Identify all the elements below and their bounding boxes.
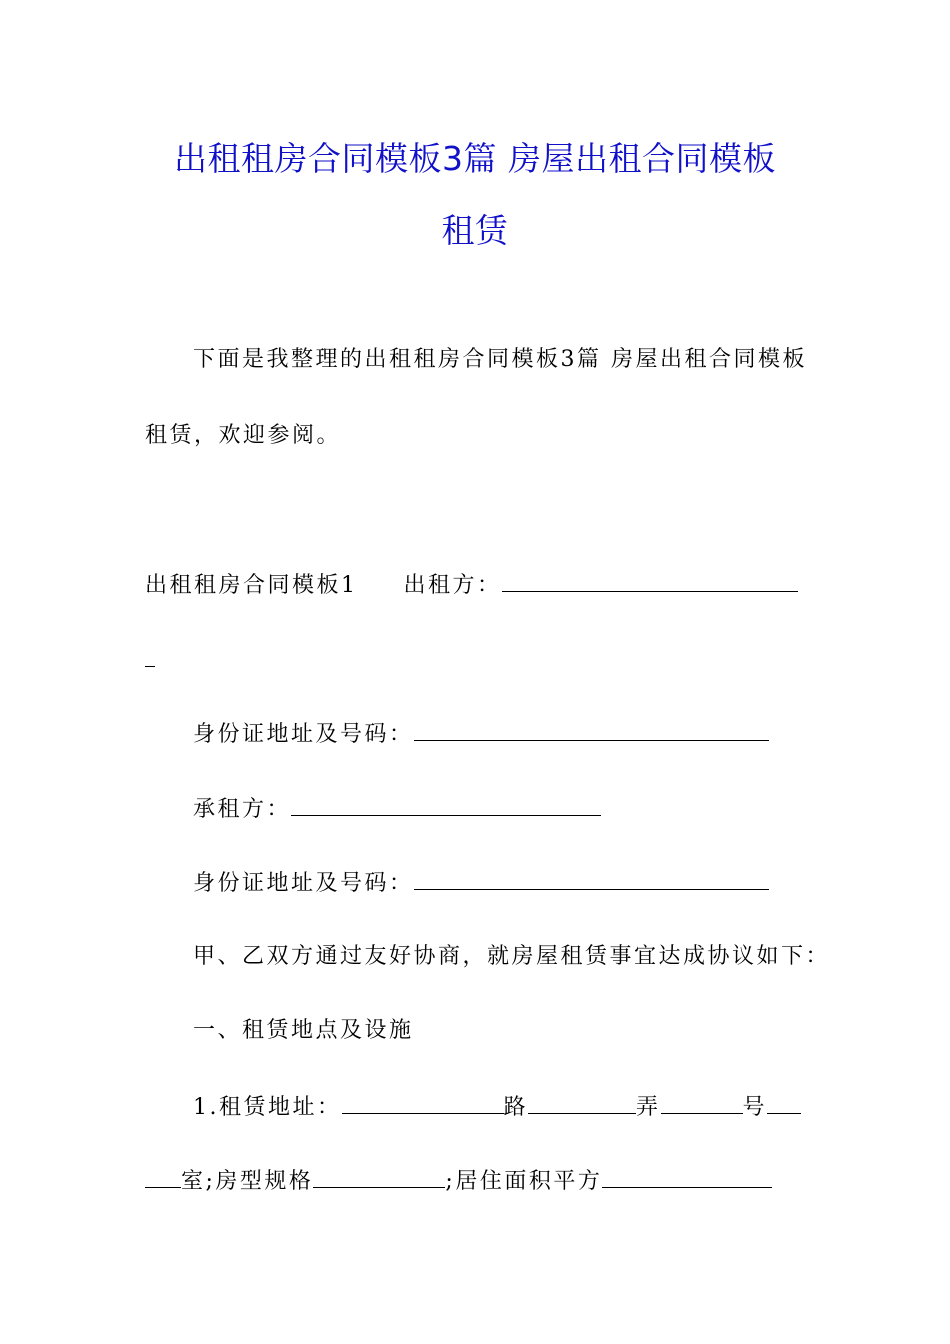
room-blank-end xyxy=(145,1167,181,1188)
number-blank xyxy=(661,1093,743,1114)
road-label: 路 xyxy=(503,1095,529,1120)
lessee-label: 承租方： xyxy=(193,797,292,822)
room-row xyxy=(145,1167,772,1195)
address-row xyxy=(193,1093,801,1121)
intro-line1: 下面是我整理的出租租房合同模板3篇 房屋出租合同模板 xyxy=(193,347,807,372)
lessor-id-blank xyxy=(414,720,769,741)
lessor-blank-tail xyxy=(145,646,155,667)
lessee-row xyxy=(193,795,601,823)
room-blank-start xyxy=(767,1093,801,1114)
document-title-line1: 出租租房合同模板3篇 房屋出租合同模板 xyxy=(174,139,776,178)
lessor-blank-continuation xyxy=(145,646,155,674)
clause1-title: 一、租赁地点及设施 xyxy=(193,1018,414,1043)
layout-blank xyxy=(313,1167,445,1188)
lessor-id-row xyxy=(193,720,769,748)
lane-blank xyxy=(528,1093,636,1114)
lessor-label: 出租方： xyxy=(403,573,502,598)
lessee-id-row xyxy=(193,869,769,897)
address-label: 1.租赁地址： xyxy=(193,1095,342,1120)
room-label: 室;房型规格 xyxy=(181,1169,314,1194)
lessee-id-blank xyxy=(414,869,769,890)
number-label: 号 xyxy=(742,1095,768,1120)
lessor-blank xyxy=(502,571,798,592)
area-blank xyxy=(602,1167,772,1188)
agreement-line: 甲、乙双方通过友好协商，就房屋租赁事宜达成协议如下： xyxy=(193,944,831,969)
lane-label: 弄 xyxy=(636,1095,661,1120)
lessee-blank xyxy=(291,795,601,816)
lessee-id-label: 身份证地址及号码： xyxy=(193,871,414,896)
lessor-id-label: 身份证地址及号码： xyxy=(193,722,414,747)
intro-line2: 租赁，欢迎参阅。 xyxy=(145,423,342,448)
template-heading: 出租租房合同模板1 xyxy=(145,573,358,598)
document-title-line2: 租赁 xyxy=(441,211,509,250)
area-label: ;居住面积平方 xyxy=(445,1169,603,1194)
lessor-row xyxy=(145,571,798,599)
road-blank xyxy=(342,1093,504,1114)
